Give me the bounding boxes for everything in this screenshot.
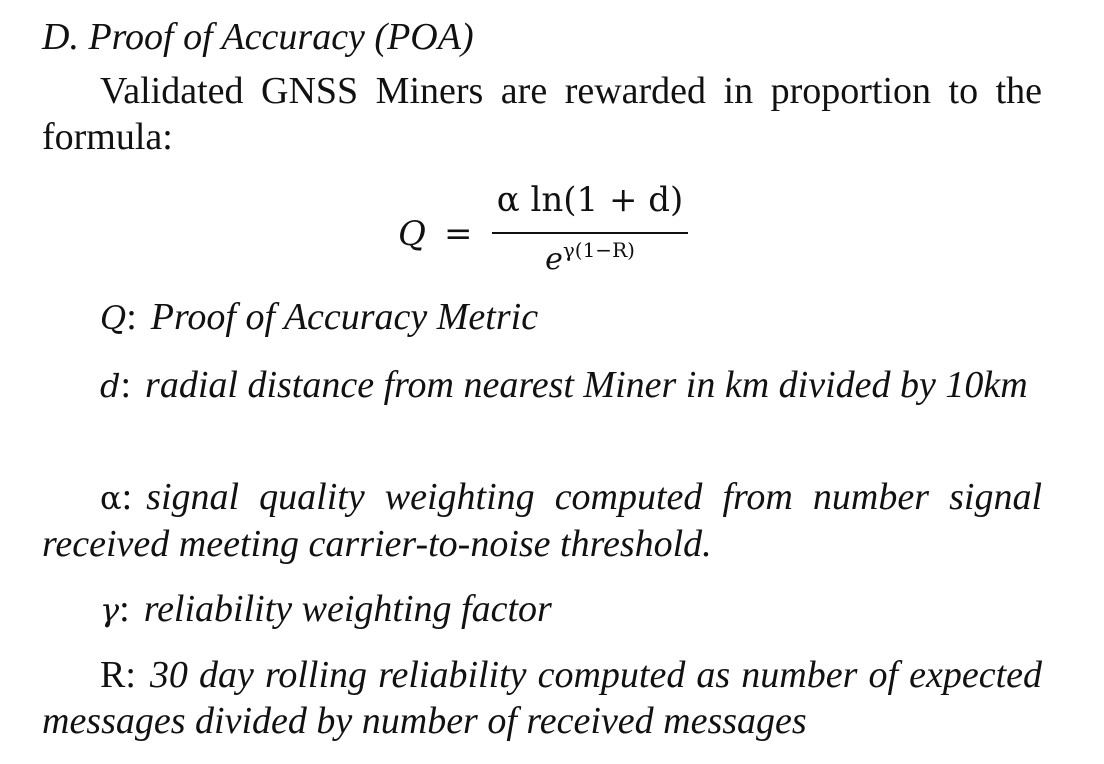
definition-symbol: α: [100, 479, 122, 517]
formula-equals-sign: =: [444, 214, 473, 254]
definition-symbol: d: [100, 367, 121, 405]
definition-separator: :: [121, 476, 133, 518]
definition-symbol: Q: [100, 299, 127, 337]
definition-text: signal quality weighting computed from number signal received meeting carrier-to-noise threshold.: [42, 476, 1042, 565]
definition-q: [42, 294, 1042, 341]
definition-text: radial distance from nearest Miner in km divided by 10km: [145, 364, 1028, 406]
section-heading: D. Proof of Accuracy (POA): [42, 16, 474, 58]
poa-formula: [392, 178, 712, 278]
definition-text: reliability weighting factor: [143, 588, 552, 630]
definition-text: 30 day rolling reliability computed as number of expected messages divided by number of received messages: [42, 654, 1042, 742]
formula-lhs: Q: [398, 214, 426, 254]
formula-denominator: [492, 238, 688, 277]
definition-text: Proof of Accuracy Metric: [150, 296, 539, 338]
definition-r: [42, 652, 1042, 744]
definition-separator: :: [126, 296, 137, 338]
denominator-base: e: [545, 242, 563, 277]
intro-paragraph: Validated GNSS Miners are rewarded in proportion to the formula:: [42, 70, 1042, 158]
fraction-bar: [492, 232, 688, 234]
definition-separator: :: [120, 364, 132, 406]
definition-separator: :: [119, 588, 130, 630]
definition-symbol: R: [100, 654, 126, 696]
definition-symbol: γ: [100, 591, 120, 629]
definition-d: [42, 362, 1042, 409]
definition-separator: :: [125, 654, 136, 696]
formula-numerator: α ln(1 + d): [496, 180, 684, 220]
definition-alpha: [42, 474, 1042, 567]
definition-gamma: [42, 586, 1042, 633]
denominator-exponent: γ(1−R): [562, 238, 635, 262]
